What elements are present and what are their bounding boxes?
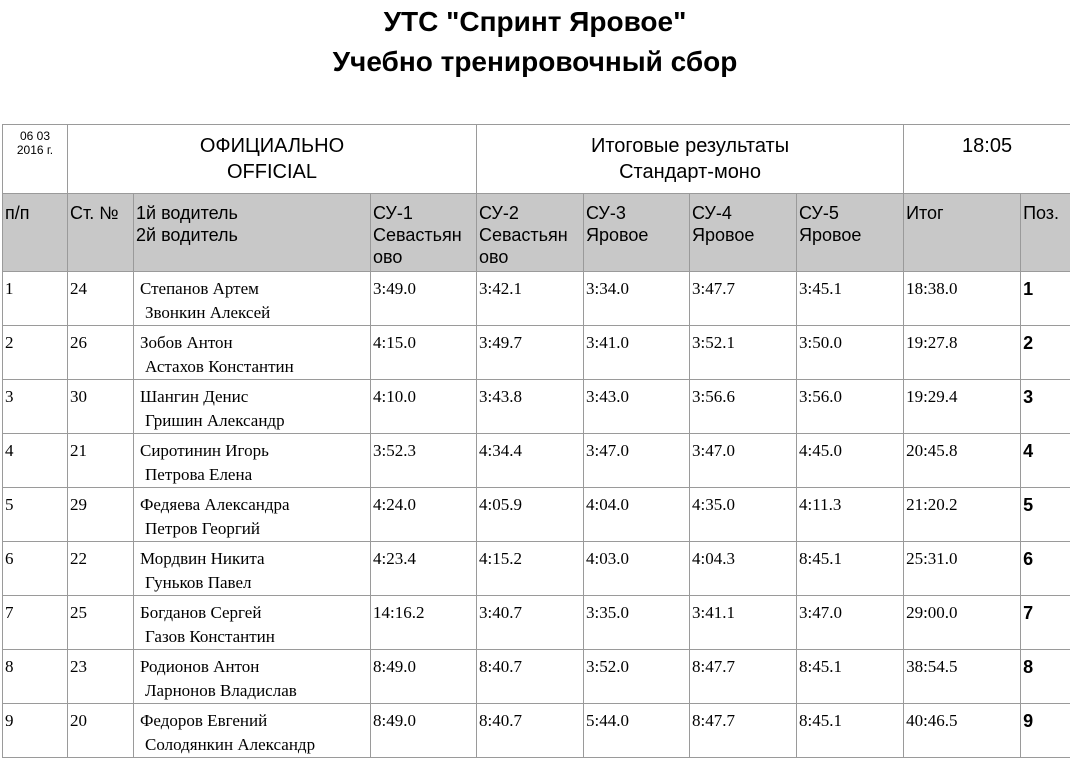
driver-2-name: Ларнонов Владислав [134, 679, 370, 703]
total-time [904, 434, 1021, 488]
row-number [3, 434, 68, 488]
total-time [904, 704, 1021, 758]
driver-1-name: Шангин Денис [134, 380, 370, 409]
position [1021, 380, 1070, 434]
position [1021, 488, 1070, 542]
time-su5 [797, 542, 904, 596]
time-su1 [371, 434, 477, 488]
table-row [3, 542, 1070, 596]
time-su4 [690, 650, 797, 704]
time-su3-value: 3:41.0 [584, 326, 689, 355]
time-su3-value: 4:04.0 [584, 488, 689, 517]
drivers-cell [134, 272, 371, 326]
start-number [68, 434, 134, 488]
time-su1-value: 8:49.0 [371, 704, 476, 733]
position-value: 3 [1021, 380, 1070, 409]
table-row [3, 326, 1070, 380]
time-su4-value: 8:47.7 [690, 650, 796, 679]
time-su1-value: 14:16.2 [371, 596, 476, 625]
position-value: 4 [1021, 434, 1070, 463]
total-time-value: 29:00.0 [904, 596, 1020, 625]
time-su2-value: 3:40.7 [477, 596, 583, 625]
total-time-value: 21:20.2 [904, 488, 1020, 517]
total-time [904, 596, 1021, 650]
driver-1-name: Родионов Антон [134, 650, 370, 679]
col-header-total: Итог [904, 194, 1021, 272]
time-su5 [797, 272, 904, 326]
start-number-value: 20 [68, 704, 133, 733]
time-su5-value: 8:45.1 [797, 704, 903, 733]
time-su3-value: 3:52.0 [584, 650, 689, 679]
time-su5-value: 3:56.0 [797, 380, 903, 409]
row-number-value: 6 [3, 542, 67, 571]
driver-2-name: Солодянкин Александр [134, 733, 370, 757]
time-su1 [371, 596, 477, 650]
drivers-cell [134, 542, 371, 596]
table-row [3, 380, 1070, 434]
time-su3 [584, 488, 690, 542]
driver-1-name: Федоров Евгений [134, 704, 370, 733]
driver-2-name: Гуньков Павел [134, 571, 370, 595]
time-su1 [371, 488, 477, 542]
table-row [3, 650, 1070, 704]
total-time [904, 542, 1021, 596]
position-value: 1 [1021, 272, 1070, 301]
position-value: 7 [1021, 596, 1070, 625]
col-header-num: п/п [3, 194, 68, 272]
time-su1-value: 4:15.0 [371, 326, 476, 355]
start-number [68, 542, 134, 596]
start-number-value: 29 [68, 488, 133, 517]
driver-2-name: Газов Константин [134, 625, 370, 649]
time-su2 [477, 704, 584, 758]
drivers-cell [134, 488, 371, 542]
col-header-su3: СУ-3 Яровое [584, 194, 690, 272]
total-time [904, 488, 1021, 542]
col-header-su2: СУ-2 Севастьян ово [477, 194, 584, 272]
row-number-value: 8 [3, 650, 67, 679]
time-su4-value: 4:04.3 [690, 542, 796, 571]
time-su4 [690, 434, 797, 488]
total-time-value: 20:45.8 [904, 434, 1020, 463]
time-su2 [477, 326, 584, 380]
start-number-value: 26 [68, 326, 133, 355]
time-su4-value: 4:35.0 [690, 488, 796, 517]
total-time [904, 326, 1021, 380]
position [1021, 542, 1070, 596]
time-su3 [584, 434, 690, 488]
row-number-value: 5 [3, 488, 67, 517]
start-number [68, 488, 134, 542]
time-su3-value: 3:34.0 [584, 272, 689, 301]
position [1021, 272, 1070, 326]
driver-2-name: Петрова Елена [134, 463, 370, 487]
start-number [68, 380, 134, 434]
total-time [904, 380, 1021, 434]
date-line: 06 03 [3, 129, 67, 143]
row-number [3, 704, 68, 758]
time-su5 [797, 704, 904, 758]
time-su2 [477, 650, 584, 704]
row-number-value: 9 [3, 704, 67, 733]
driver-2-name: Астахов Константин [134, 355, 370, 379]
start-number-value: 23 [68, 650, 133, 679]
time-su1-value: 3:52.3 [371, 434, 476, 463]
time-su5-value: 3:45.1 [797, 272, 903, 301]
position-value: 8 [1021, 650, 1070, 679]
table-row [3, 596, 1070, 650]
time-su4 [690, 704, 797, 758]
time-su3 [584, 596, 690, 650]
results-class: Стандарт-моно [477, 159, 903, 185]
time-su4 [690, 542, 797, 596]
driver-2-name: Петров Георгий [134, 517, 370, 541]
start-number [68, 326, 134, 380]
time-su2 [477, 542, 584, 596]
time-su2 [477, 596, 584, 650]
drivers-cell [134, 650, 371, 704]
time-su4-value: 3:52.1 [690, 326, 796, 355]
time-su5 [797, 434, 904, 488]
time-su5 [797, 380, 904, 434]
start-number [68, 596, 134, 650]
position-value: 2 [1021, 326, 1070, 355]
time-su3-value: 3:43.0 [584, 380, 689, 409]
time-su1-value: 3:49.0 [371, 272, 476, 301]
time-su1 [371, 650, 477, 704]
time-su3 [584, 272, 690, 326]
time-su1-value: 8:49.0 [371, 650, 476, 679]
time-su2 [477, 488, 584, 542]
row-number [3, 326, 68, 380]
total-time-value: 19:27.8 [904, 326, 1020, 355]
time-su4 [690, 380, 797, 434]
time-su5 [797, 488, 904, 542]
row-number [3, 542, 68, 596]
official-label-en: OFFICIAL [68, 159, 476, 185]
start-number-value: 30 [68, 380, 133, 409]
position-value: 9 [1021, 704, 1070, 733]
total-time [904, 272, 1021, 326]
drivers-cell [134, 434, 371, 488]
time-su3-value: 3:35.0 [584, 596, 689, 625]
report-time: 18:05 [904, 133, 1070, 159]
col-header-su4: СУ-4 Яровое [690, 194, 797, 272]
row-number-value: 7 [3, 596, 67, 625]
time-su1-value: 4:24.0 [371, 488, 476, 517]
position-value: 5 [1021, 488, 1070, 517]
col-header-start: Ст. № [68, 194, 134, 272]
row-number [3, 380, 68, 434]
table-row [3, 488, 1070, 542]
time-su5-value: 3:47.0 [797, 596, 903, 625]
drivers-cell [134, 326, 371, 380]
time-su1 [371, 380, 477, 434]
total-time-value: 19:29.4 [904, 380, 1020, 409]
time-su1 [371, 542, 477, 596]
position [1021, 704, 1070, 758]
time-su4 [690, 272, 797, 326]
position [1021, 326, 1070, 380]
driver-1-name: Богданов Сергей [134, 596, 370, 625]
row-number-value: 2 [3, 326, 67, 355]
results-cell [477, 125, 904, 194]
driver-2-name: Звонкин Алексей [134, 301, 370, 325]
time-su4 [690, 326, 797, 380]
start-number-value: 24 [68, 272, 133, 301]
time-cell [904, 125, 1070, 194]
total-time-value: 40:46.5 [904, 704, 1020, 733]
total-time-value: 18:38.0 [904, 272, 1020, 301]
time-su3 [584, 326, 690, 380]
time-su5-value: 4:45.0 [797, 434, 903, 463]
time-su4-value: 3:56.6 [690, 380, 796, 409]
driver-1-name: Сиротинин Игорь [134, 434, 370, 463]
official-cell [68, 125, 477, 194]
time-su2 [477, 272, 584, 326]
time-su2 [477, 434, 584, 488]
row-number-value: 4 [3, 434, 67, 463]
start-number-value: 22 [68, 542, 133, 571]
driver-1-name: Зобов Антон [134, 326, 370, 355]
table-row [3, 434, 1070, 488]
col-header-pos: Поз. [1021, 194, 1070, 272]
time-su1 [371, 326, 477, 380]
row-number-value: 1 [3, 272, 67, 301]
driver-1-name: Федяева Александра [134, 488, 370, 517]
position [1021, 596, 1070, 650]
info-row [3, 125, 1070, 194]
time-su4 [690, 596, 797, 650]
start-number [68, 704, 134, 758]
time-su3-value: 4:03.0 [584, 542, 689, 571]
time-su5-value: 4:11.3 [797, 488, 903, 517]
col-header-drivers: 1й водитель 2й водитель [134, 194, 371, 272]
time-su1 [371, 704, 477, 758]
start-number [68, 272, 134, 326]
time-su1-value: 4:10.0 [371, 380, 476, 409]
time-su5-value: 3:50.0 [797, 326, 903, 355]
time-su1-value: 4:23.4 [371, 542, 476, 571]
total-time-value: 38:54.5 [904, 650, 1020, 679]
time-su2-value: 4:34.4 [477, 434, 583, 463]
time-su3 [584, 650, 690, 704]
time-su2-value: 8:40.7 [477, 704, 583, 733]
time-su2-value: 4:15.2 [477, 542, 583, 571]
time-su2-value: 3:42.1 [477, 272, 583, 301]
row-number-value: 3 [3, 380, 67, 409]
driver-1-name: Степанов Артем [134, 272, 370, 301]
time-su4-value: 3:47.0 [690, 434, 796, 463]
time-su5 [797, 650, 904, 704]
time-su3-value: 3:47.0 [584, 434, 689, 463]
time-su2-value: 4:05.9 [477, 488, 583, 517]
time-su2-value: 8:40.7 [477, 650, 583, 679]
time-su2 [477, 380, 584, 434]
col-header-su5: СУ-5 Яровое [797, 194, 904, 272]
time-su2-value: 3:49.7 [477, 326, 583, 355]
position [1021, 434, 1070, 488]
start-number-value: 21 [68, 434, 133, 463]
time-su5 [797, 326, 904, 380]
time-su5-value: 8:45.1 [797, 650, 903, 679]
row-number [3, 596, 68, 650]
col-header-su1: СУ-1 Севастьян ово [371, 194, 477, 272]
time-su4-value: 3:41.1 [690, 596, 796, 625]
document-title: УТС "Спринт Яровое" [0, 5, 1070, 39]
time-su5 [797, 596, 904, 650]
time-su4 [690, 488, 797, 542]
time-su2-value: 3:43.8 [477, 380, 583, 409]
row-number [3, 272, 68, 326]
date-cell [3, 125, 68, 194]
time-su4-value: 3:47.7 [690, 272, 796, 301]
total-time-value: 25:31.0 [904, 542, 1020, 571]
position-value: 6 [1021, 542, 1070, 571]
time-su3 [584, 380, 690, 434]
time-su3-value: 5:44.0 [584, 704, 689, 733]
results-title: Итоговые результаты [477, 133, 903, 159]
driver-1-name: Мордвин Никита [134, 542, 370, 571]
time-su3 [584, 704, 690, 758]
column-header-row [3, 194, 1070, 272]
table-row [3, 704, 1070, 758]
driver-2-name: Гришин Александр [134, 409, 370, 433]
drivers-cell [134, 380, 371, 434]
start-number-value: 25 [68, 596, 133, 625]
time-su1 [371, 272, 477, 326]
drivers-cell [134, 704, 371, 758]
date-year: 2016 г. [3, 143, 67, 157]
total-time [904, 650, 1021, 704]
results-table [2, 124, 1070, 758]
drivers-cell [134, 596, 371, 650]
official-label-ru: ОФИЦИАЛЬНО [68, 133, 476, 159]
start-number [68, 650, 134, 704]
time-su4-value: 8:47.7 [690, 704, 796, 733]
table-row [3, 272, 1070, 326]
time-su3 [584, 542, 690, 596]
time-su5-value: 8:45.1 [797, 542, 903, 571]
row-number [3, 650, 68, 704]
row-number [3, 488, 68, 542]
position [1021, 650, 1070, 704]
document-subtitle: Учебно тренировочный сбор [0, 45, 1070, 79]
